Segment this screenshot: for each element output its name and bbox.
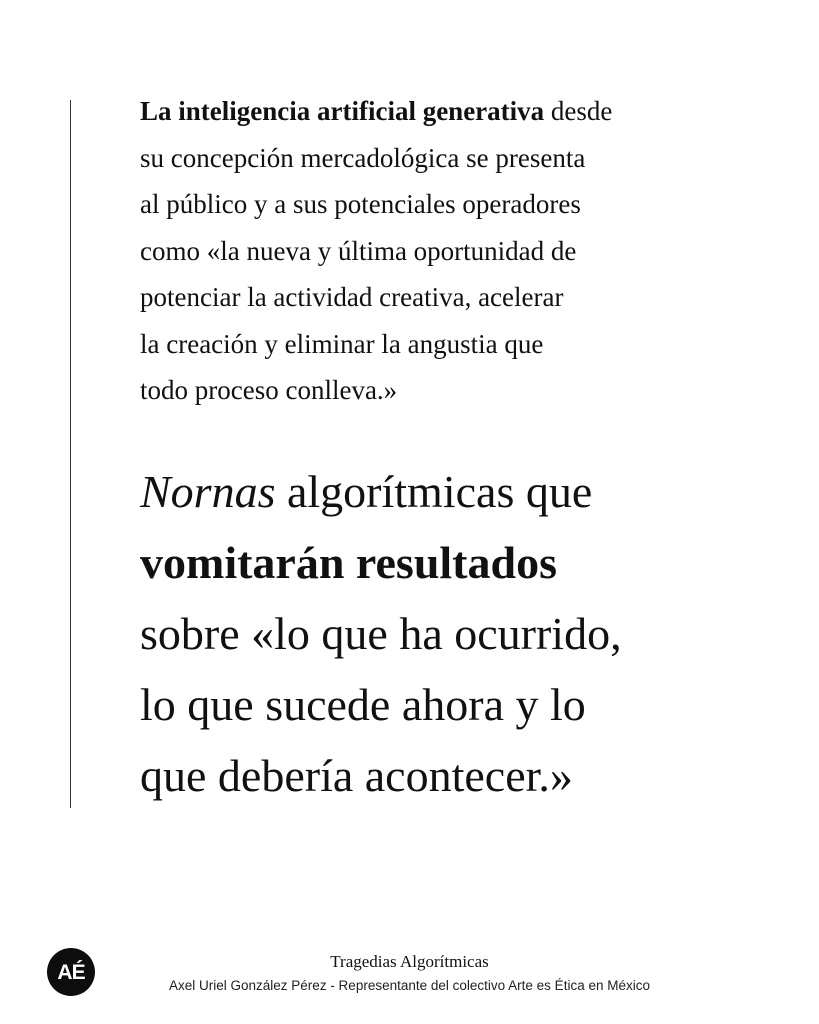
footer-title: Tragedias Algorítmicas: [330, 952, 489, 971]
quote-line-1-rest: algorítmicas que: [275, 466, 593, 517]
intro-line-7: todo proceso conlleva.»: [140, 375, 398, 405]
quote-line-2: vomitarán resultados: [140, 537, 557, 588]
quote-italic-word: Nornas: [140, 466, 276, 517]
intro-line-5: potenciar la actividad creativa, acelerar: [140, 282, 564, 312]
quote-line-3: sobre «lo que ha ocurrido,: [140, 608, 622, 659]
quote-line-1: [140, 456, 780, 527]
intro-line-4: como «la nueva y última oportunidad de: [140, 235, 577, 266]
intro-line-1: [140, 88, 760, 135]
quote-line-4: lo que sucede ahora y lo: [140, 679, 586, 730]
logo-text: AÉ: [57, 961, 85, 984]
intro-line-6: la creación y eliminar la angustia que: [140, 328, 544, 359]
intro-line-2: su concepción mercadológica se presenta: [140, 142, 586, 173]
intro-paragraph: [140, 88, 760, 414]
vertical-rule: [70, 100, 71, 808]
intro-line-3: al público y a sus potenciales operadores: [140, 189, 581, 219]
intro-lead-bold: La inteligencia artificial generativa: [140, 96, 545, 126]
footer-subtitle: Axel Uriel González Pérez - Representante del colectivo Arte es Ética en México: [169, 978, 650, 993]
pull-quote: [140, 456, 780, 811]
intro-lead-rest: desde: [544, 96, 613, 126]
quote-line-5: que debería acontecer.»: [140, 750, 573, 801]
